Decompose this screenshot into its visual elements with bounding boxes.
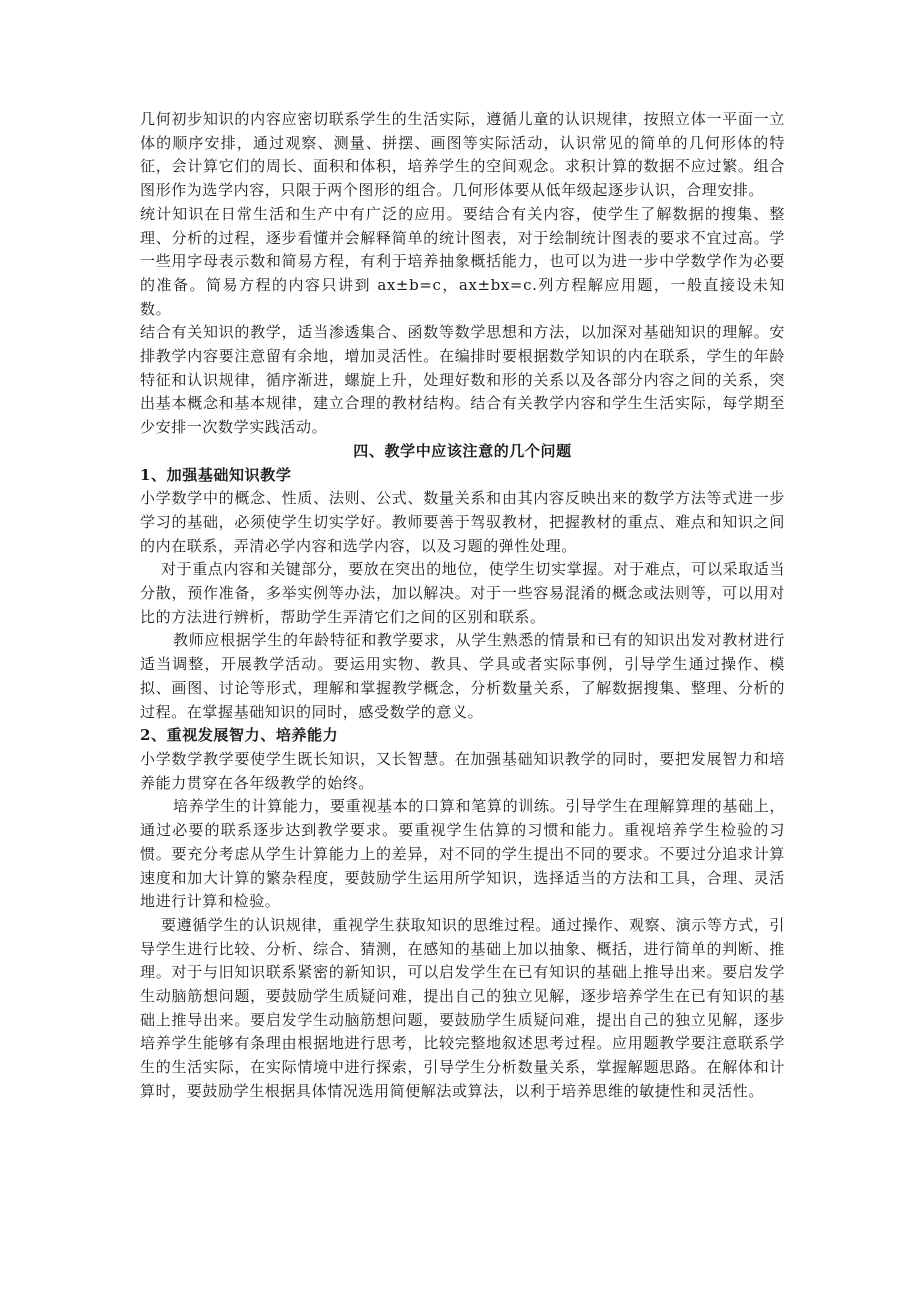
document-page [140,108,785,1104]
section1-paragraph-1: 小学数学中的概念、性质、法则、公式、数量关系和由其内容反映出来的数学方法等式进一步学习的基础，必须使学生切实学好。教师要善于驾驭教材，把握教材的重点、难点和知识之间的内在联系，弄清必学内容和选学内容，以及习题的弹性处理。 [140,489,785,555]
section1-paragraph-3: 教师应根据学生的年龄特征和教学要求，从学生熟悉的情景和已有的知识出发对教材进行适当调整，开展教学活动。要运用实物、教具、学具或者实际事例，引导学生通过操作、模拟、画图、讨论等形式，理解和掌握教学概念，分析数量关系，了解数据搜集、整理、分析的过程。在掌握基础知识的同时，感受数学的意义。 [140,631,785,721]
section2-heading: 2、重视发展智力、培养能力 [140,726,339,745]
section2-paragraph-3: 要遵循学生的认识规律，重视学生获取知识的思维过程。通过操作、观察、演示等方式，引导学生进行比较、分析、综合、猜测，在感知的基础上加以抽象、概括，进行简单的判断、推理。对于与旧知识联系紧密的新知识，可以启发学生在已有知识的基础上推导出来。要启发学生动脑筋想问题，要鼓励学生质疑问难，提出自己的独立见解，逐步培养学生在已有知识的基础上推导出来。要启发学生动脑筋想问题，要鼓励学生质疑问难，提出自己的独立见解，逐步培养学生能够有条理由根据地进行思考，比较完整地叙述思考过程。应用题教学要注意联系学生的生活实际，在实际情境中进行探索，引导学生分析数量关系，掌握解题思路。在解体和计算时，要鼓励学生根据具体情况选用简便解法或算法，以利于培养思维的敏捷性和灵活性。 [140,915,786,1100]
section2-paragraph-1: 小学数学教学要使学生既长知识，又长智慧。在加强基础知识教学的同时，要把发展智力和培养能力贯穿在各年级教学的始终。 [140,749,785,792]
section-title: 四、教学中应该注意的几个问题 [353,441,572,460]
paragraph-geometry: 几何初步知识的内容应密切联系学生的生活实际，遵循儿童的认识规律，按照立体一平面一立体的顺序安排，通过观察、测量、拼摆、画图等实际活动，认识常见的简单的几何形体的特征，会计算它们的周长、面积和体积，培养学生的空间观念。求积计算的数据不应过繁。组合图形作为选学内容，只限于两个图形的组合。几何形体要从低年级起逐步认识，合理安排。 [140,110,785,200]
section1-paragraph-2: 对于重点内容和关键部分，要放在突出的地位，使学生切实掌握。对于难点，可以采取适当分散，预作准备，多举实例等办法，加以解决。对于一些容易混淆的概念或法则等，可以用对比的方法进行辨析，帮助学生弄清它们之间的区别和联系。 [140,560,786,626]
section2-paragraph-2: 培养学生的计算能力，要重视基本的口算和笔算的训练。引导学生在理解算理的基础上，通过必要的联系逐步达到教学要求。要重视学生估算的习惯和能力。重视培养学生检验的习惯。要充分考虑从学生计算能力上的差异，对不同的学生提出不同的要求。不要过分追求计算速度和加大计算的繁杂程度，要鼓励学生运用所学知识，选择适当的方法和工具，合理、灵活地进行计算和检验。 [140,797,785,911]
paragraph-statistics: 统计知识在日常生活和生产中有广泛的应用。要结合有关内容，使学生了解数据的搜集、整理、分析的过程，逐步看懂并会解释简单的统计图表，对于绘制统计图表的要求不宜过高。学一些用字母表示数和简易方程，有利于培养抽象概括能力，也可以为进一步中学数学作为必要的准备。简易方程的内容只讲到 ax±b=c，ax±bx=c.列方程解应用题，一般直接设未知数。 [140,204,785,318]
paragraph-integration: 结合有关知识的教学，适当渗透集合、函数等数学思想和方法，以加深对基础知识的理解。安排教学内容要注意留有余地，增加灵活性。在编排时要根据数学知识的内在联系，学生的年龄特征和认识规律，循序渐进，螺旋上升，处理好数和形的关系以及各部分内容之间的关系，突出基本概念和基本规律，建立合理的教材结构。结合有关教学内容和学生生活实际，每学期至少安排一次数学实践活动。 [140,323,785,437]
section1-heading: 1、加强基础知识教学 [140,465,292,484]
